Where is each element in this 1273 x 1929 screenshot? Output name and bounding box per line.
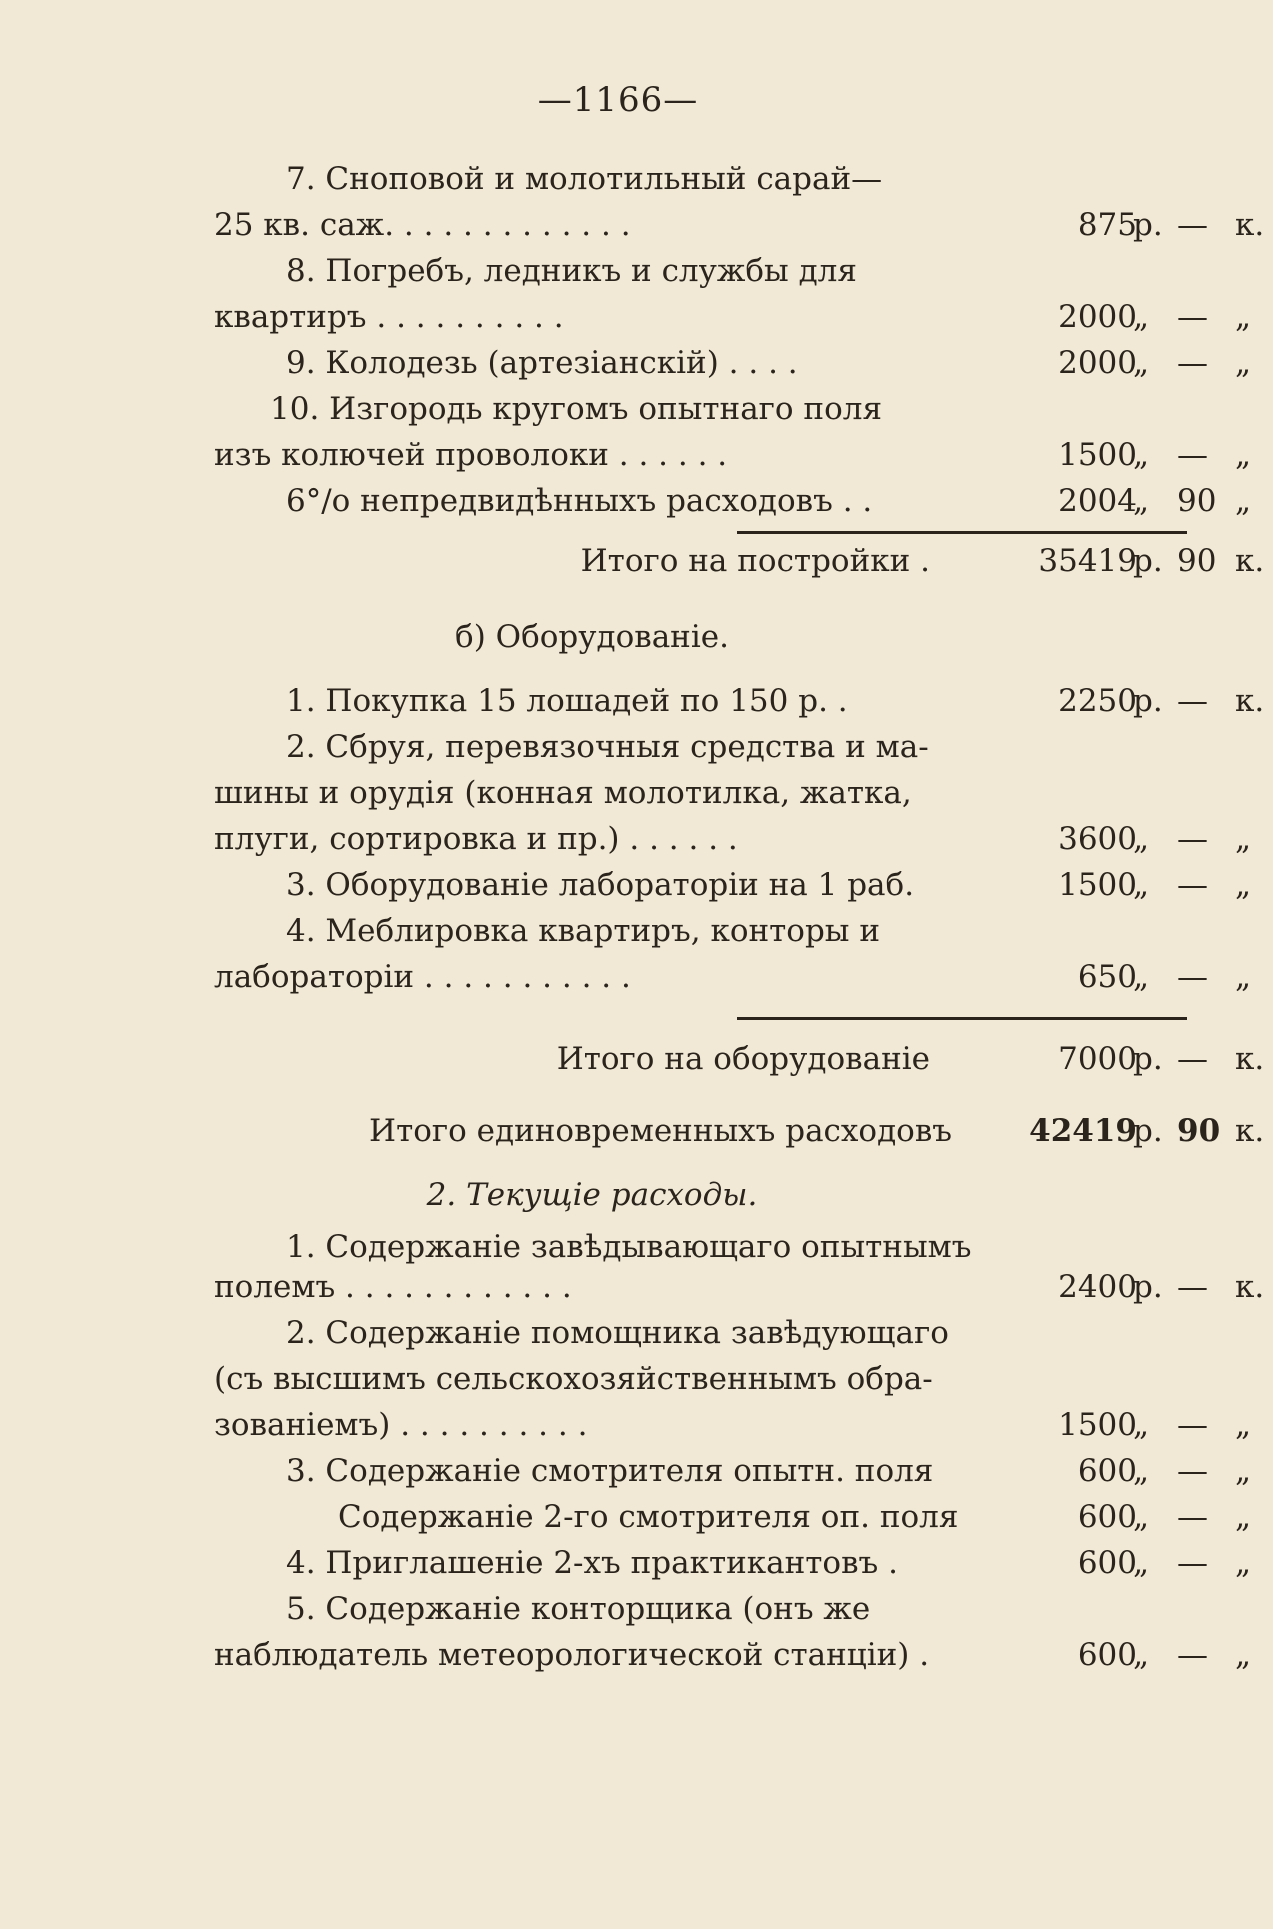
item-label: 7. Сноповой и молотильный сарай— — [286, 161, 883, 197]
item-label: лабораторіи . . . . . . . . . . . — [214, 959, 631, 995]
unit-k: „ — [1235, 867, 1252, 903]
item-a-8-line1 — [214, 248, 970, 294]
item-label: шины и орудія (конная молотилка, жатка, — [214, 775, 912, 811]
total-buildings — [214, 538, 1265, 584]
unit-rub: „ — [1133, 299, 1150, 335]
unit-kop: — — [1177, 1637, 1208, 1673]
unit-kop: — — [1177, 207, 1208, 243]
item-b-4-line1 — [214, 908, 970, 954]
unit-rub: „ — [1133, 1499, 1150, 1535]
item-label: зованіемъ) . . . . . . . . . . — [214, 1407, 588, 1443]
item-label: 5. Содержаніе конторщика (онъ же — [286, 1591, 871, 1627]
unit-rub: р. — [1133, 1041, 1163, 1077]
unit-kop: — — [1177, 1269, 1208, 1305]
item-b-2-line1 — [214, 724, 970, 770]
unit-kop: — — [1177, 1041, 1208, 1077]
item-b-3 — [214, 862, 1252, 908]
item-label: 3. Оборудованіе лабораторіи на 1 раб. — [286, 867, 915, 903]
total-rule — [737, 1017, 1187, 1020]
item-label: 3. Содержаніе смотрителя опытн. поля — [286, 1453, 934, 1489]
item-label: (съ высшимъ сельскохозяйственнымъ обра- — [214, 1361, 933, 1397]
item-label: 9. Колодезь (артезіанскій) . . . . — [286, 345, 798, 381]
amount-value: 600 — [1077, 1637, 1137, 1673]
unit-rub: „ — [1133, 1545, 1150, 1581]
amount-value: 7000 — [1058, 1041, 1137, 1077]
unit-k: „ — [1235, 437, 1252, 473]
unit-rub: р. — [1133, 543, 1163, 579]
item-label: 2. Сбруя, перевязочныя средства и ма- — [286, 729, 929, 765]
item-2-1-line2 — [214, 1264, 1265, 1310]
item-2-3b — [214, 1494, 1252, 1540]
item-label: 6°/о непредвидѣнныхъ расходовъ . . — [286, 483, 873, 519]
unit-k: к. — [1235, 683, 1265, 719]
total-rule — [737, 531, 1187, 534]
item-b-2-line2 — [214, 770, 970, 816]
unit-kop: — — [1177, 867, 1208, 903]
unit-rub: „ — [1133, 1407, 1150, 1443]
amount-value: 875 — [1077, 207, 1137, 243]
total-equipment — [214, 1036, 1265, 1082]
unit-k: „ — [1235, 1407, 1252, 1443]
item-2-2-line3 — [214, 1402, 1252, 1448]
unit-k: к. — [1235, 1113, 1265, 1149]
unit-rub: „ — [1133, 483, 1150, 519]
unit-kop: 90 — [1177, 543, 1217, 579]
unit-rub: р. — [1133, 683, 1163, 719]
unit-kop: — — [1177, 437, 1208, 473]
unit-kop: — — [1177, 299, 1208, 335]
unit-kop: — — [1177, 1499, 1208, 1535]
amount-value: 42419 — [1029, 1113, 1137, 1149]
amount-value: 1500 — [1058, 1407, 1137, 1443]
unit-k: „ — [1235, 1499, 1252, 1535]
total-label: Итого на оборудованіе — [556, 1041, 930, 1077]
item-a-7-line2 — [214, 202, 1265, 248]
item-label: Содержаніе 2-го смотрителя оп. поля — [338, 1499, 959, 1535]
unit-k: к. — [1235, 543, 1265, 579]
section-heading-equipment: б) Оборудованіе. — [455, 619, 729, 655]
item-b-1 — [214, 678, 1265, 724]
item-b-2-line3 — [214, 816, 1252, 862]
amount-value: 650 — [1077, 959, 1137, 995]
item-2-2-line2 — [214, 1356, 970, 1402]
item-a-10-line2 — [214, 432, 1252, 478]
amount-value: 2000 — [1058, 299, 1137, 335]
total-label: Итого единовременныхъ расходовъ — [369, 1113, 952, 1149]
item-label: 4. Меблировка квартиръ, конторы и — [286, 913, 880, 949]
total-label: Итого на постройки . — [580, 543, 930, 579]
unit-rub: „ — [1133, 1637, 1150, 1673]
unit-k: к. — [1235, 1269, 1265, 1305]
item-label: полемъ . . . . . . . . . . . . — [214, 1269, 572, 1305]
item-label: наблюдатель метеорологической станціи) . — [214, 1637, 930, 1673]
amount-value: 2004 — [1058, 483, 1137, 519]
unit-k: „ — [1235, 1637, 1252, 1673]
page-number: —1166— — [537, 80, 699, 120]
item-label: 10. Изгородь кругомъ опытнаго поля — [270, 391, 883, 427]
item-2-5-line2 — [214, 1632, 1252, 1678]
item-a-7-line1 — [214, 156, 970, 202]
unit-k: „ — [1235, 959, 1252, 995]
unit-kop: — — [1177, 345, 1208, 381]
item-label: квартиръ . . . . . . . . . . — [214, 299, 564, 335]
section-heading-current-expenses: 2. Текущіе расходы. — [426, 1177, 758, 1213]
unit-k: к. — [1235, 1041, 1265, 1077]
item-label: 8. Погребъ, ледникъ и службы для — [286, 253, 857, 289]
amount-value: 600 — [1077, 1545, 1137, 1581]
item-a-10-line1 — [214, 386, 970, 432]
unit-rub: „ — [1133, 345, 1150, 381]
unit-rub: „ — [1133, 437, 1150, 473]
item-label: изъ колючей проволоки . . . . . . — [214, 437, 728, 473]
item-label: 25 кв. саж. . . . . . . . . . . . . — [214, 207, 631, 243]
amount-value: 2250 — [1058, 683, 1137, 719]
unit-rub: „ — [1133, 1453, 1150, 1489]
unit-rub: „ — [1133, 821, 1150, 857]
item-label: 2. Содержаніе помощника завѣдующаго — [286, 1315, 949, 1351]
item-2-5-line1 — [214, 1586, 970, 1632]
amount-value: 2400 — [1058, 1269, 1137, 1305]
item-2-2-line1 — [214, 1310, 970, 1356]
item-a-9 — [214, 340, 1252, 386]
item-a-8-line2 — [214, 294, 1252, 340]
unit-rub: р. — [1133, 1113, 1163, 1149]
unit-k: к. — [1235, 207, 1265, 243]
item-2-4 — [214, 1540, 1252, 1586]
unit-rub: р. — [1133, 207, 1163, 243]
amount-value: 600 — [1077, 1453, 1137, 1489]
item-label: 4. Приглашеніе 2-хъ практикантовъ . — [286, 1545, 898, 1581]
amount-value: 3600 — [1058, 821, 1137, 857]
amount-value: 1500 — [1058, 867, 1137, 903]
amount-value: 600 — [1077, 1499, 1137, 1535]
total-one-time-expenses — [214, 1108, 1265, 1154]
item-a-contingency — [214, 478, 1252, 524]
unit-k: „ — [1235, 821, 1252, 857]
unit-kop: 90 — [1177, 483, 1217, 519]
item-label: плуги, сортировка и пр.) . . . . . . — [214, 821, 738, 857]
unit-rub: р. — [1133, 1269, 1163, 1305]
unit-k: „ — [1235, 299, 1252, 335]
amount-value: 1500 — [1058, 437, 1137, 473]
amount-value: 2000 — [1058, 345, 1137, 381]
amount-value: 35419 — [1038, 543, 1137, 579]
unit-kop: — — [1177, 821, 1208, 857]
unit-kop: — — [1177, 959, 1208, 995]
unit-k: „ — [1235, 1545, 1252, 1581]
unit-kop: — — [1177, 1453, 1208, 1489]
item-2-3 — [214, 1448, 1252, 1494]
unit-k: „ — [1235, 1453, 1252, 1489]
unit-k: „ — [1235, 483, 1252, 519]
item-label: 1. Покупка 15 лошадей по 150 р. . — [286, 683, 848, 719]
unit-rub: „ — [1133, 959, 1150, 995]
unit-kop: 90 — [1177, 1113, 1221, 1149]
item-label: 1. Содержаніе завѣдывающаго опытнымъ — [286, 1229, 972, 1265]
unit-k: „ — [1235, 345, 1252, 381]
unit-kop: — — [1177, 1407, 1208, 1443]
unit-kop: — — [1177, 1545, 1208, 1581]
item-b-4-line2 — [214, 954, 1252, 1000]
unit-kop: — — [1177, 683, 1208, 719]
unit-rub: „ — [1133, 867, 1150, 903]
